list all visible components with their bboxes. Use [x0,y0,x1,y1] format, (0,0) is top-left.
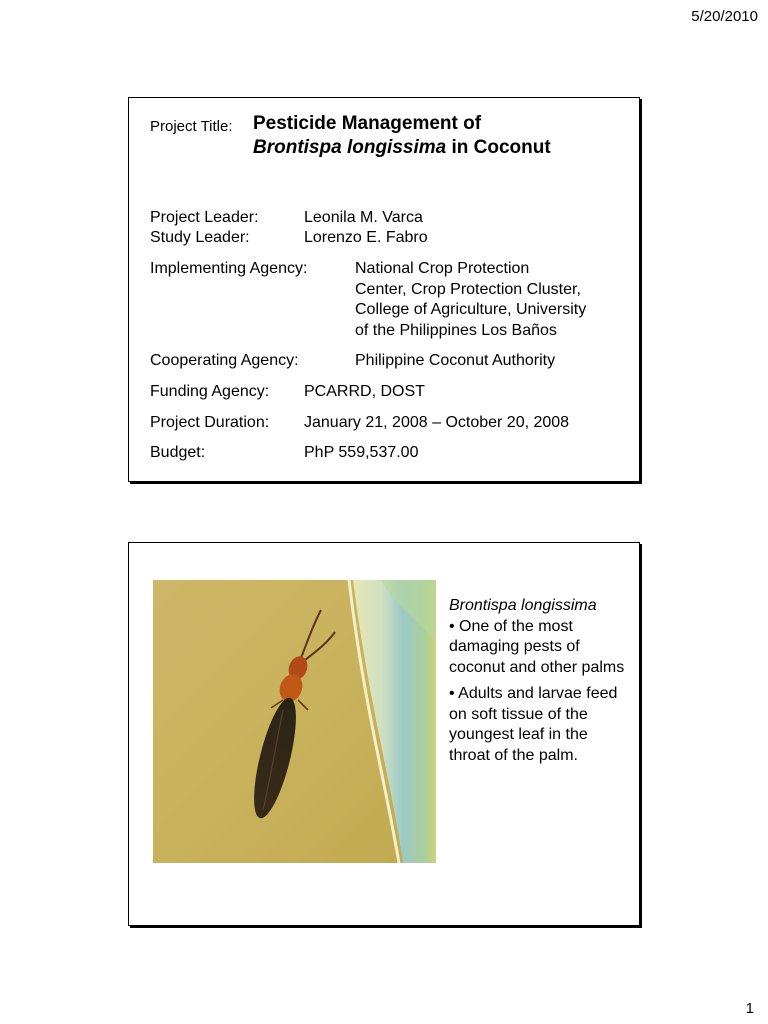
project-duration-value: January 21, 2008 – October 20, 2008 [304,414,570,431]
budget-value: PhP 559,537.00 [304,444,419,461]
study-leader-value: Lorenzo E. Fabro [304,229,428,246]
project-leader-value: Leonila M. Varca [304,209,423,226]
page-date: 5/20/2010 [691,8,758,25]
page-number: 1 [745,1000,754,1017]
project-title [253,112,551,160]
implementing-agency-label: Implementing Agency: [150,260,308,277]
species-description [449,596,629,766]
implementing-agency-line-4: of the Philippines Los Baños [355,321,557,339]
project-title-species: Brontispa longissima [253,137,447,158]
project-leader-label: Project Leader: [150,209,259,226]
funding-agency-value: PCARRD, DOST [304,383,425,400]
project-title-suffix: in Coconut [446,137,551,158]
study-leader-label: Study Leader: [150,229,250,246]
slide-project-info [128,97,640,482]
species-name: Brontispa longissima [449,597,597,614]
project-title-label: Project Title: [150,118,233,135]
implementing-agency-line-1: National Crop Protection [355,260,530,277]
slide-species-info [128,542,640,926]
bullet-item: • Adults and larvae feed on soft tissue of the youngest leaf in the throat of the palm. [449,685,618,764]
implementing-agency-line-2: Center, Crop Protection Cluster, [355,280,581,298]
cooperating-agency-label: Cooperating Agency: [150,352,299,369]
project-duration-label: Project Duration: [150,414,270,431]
beetle-photo [153,580,436,863]
budget-label: Budget: [150,444,206,461]
cooperating-agency-value: Philippine Coconut Authority [355,352,556,369]
implementing-agency-line-3: College of Agriculture, University [355,301,587,318]
project-title-line-2 [253,136,551,160]
bullet-item: • One of the most damaging pests of coconut and other palms [449,617,625,676]
funding-agency-label: Funding Agency: [150,383,270,400]
project-title-line-1: Pesticide Management of [253,113,482,134]
